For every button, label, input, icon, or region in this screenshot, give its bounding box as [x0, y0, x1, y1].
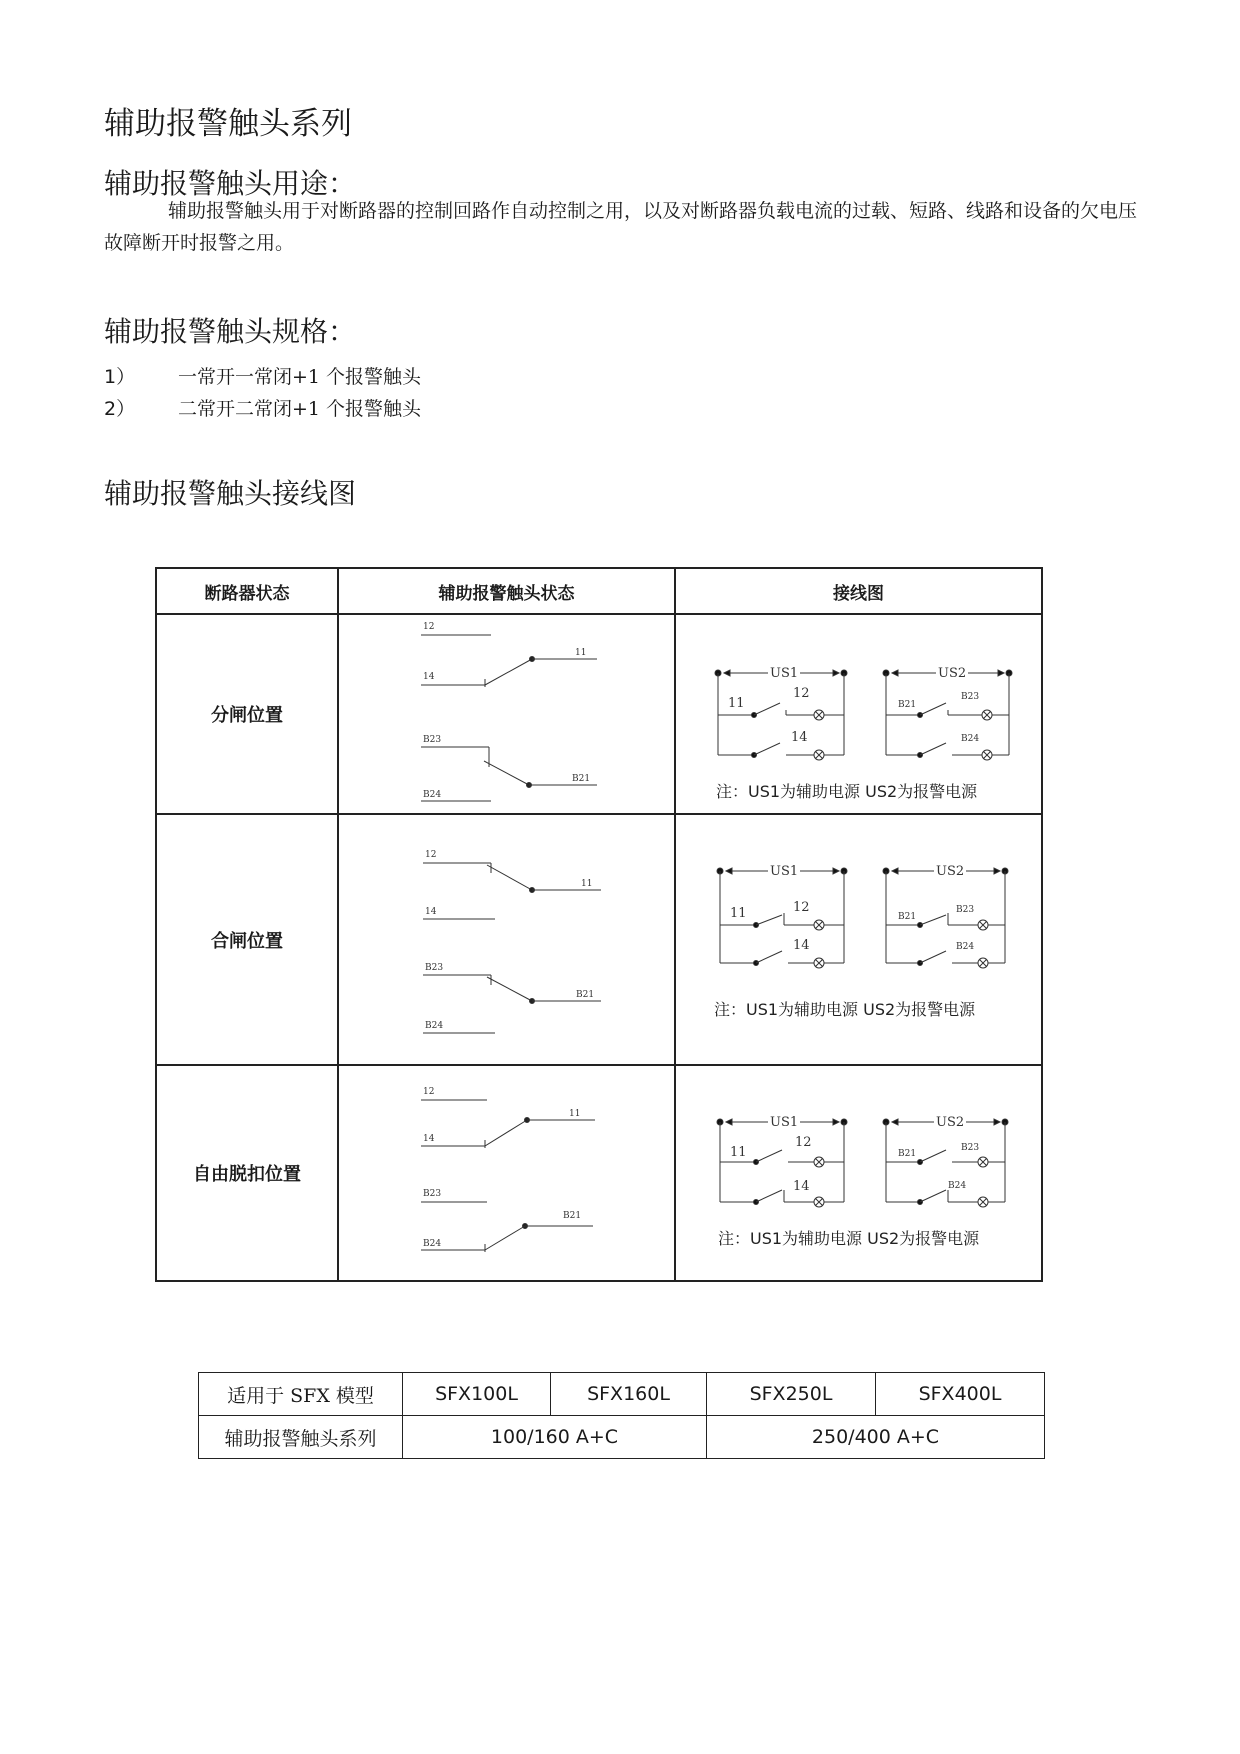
label-12: 12 [423, 1087, 435, 1097]
label-12: 12 [425, 850, 437, 860]
label-11: 11 [581, 879, 593, 889]
label-14: 14 [791, 730, 808, 745]
contact-diagram-closed [338, 814, 675, 1065]
label-b21: B21 [576, 990, 595, 1000]
model-value: 250/400 A+C [707, 1416, 1045, 1459]
label-14: 14 [793, 938, 810, 953]
label-b21: B21 [898, 700, 917, 710]
model-table [198, 1372, 1045, 1459]
label-14: 14 [423, 672, 435, 682]
label-b21: B21 [898, 1149, 917, 1159]
label-us2: US2 [936, 1115, 965, 1130]
label-b24: B24 [961, 734, 980, 744]
label-b23: B23 [961, 1143, 980, 1153]
state-closed: 合闸位置 [156, 814, 338, 1065]
wiring-diagram-tripped [675, 1065, 1042, 1281]
model-name: SFX160L [551, 1373, 707, 1416]
label-11: 11 [730, 1145, 747, 1160]
spec-item [104, 394, 421, 421]
label-b24: B24 [956, 942, 975, 952]
usage-paragraph: 辅助报警触头用于对断路器的控制回路作自动控制之用，以及对断路器负载电流的过载、短路、线路和设备的欠电压故障断开时报警之用。 [104, 200, 1138, 254]
label-b21: B21 [563, 1211, 582, 1221]
label-12: 12 [793, 686, 810, 701]
model-name: SFX400L [876, 1373, 1045, 1416]
wiring-row-tripped [156, 1065, 1042, 1281]
label-b24: B24 [423, 1239, 442, 1249]
spec-item-number: 2） [104, 398, 136, 420]
model-value-row [199, 1416, 1045, 1459]
wiring-table [155, 567, 1043, 1282]
label-b21: B21 [898, 912, 917, 922]
label-b24: B24 [948, 1181, 967, 1191]
header-contact-state: 辅助报警触头状态 [338, 568, 675, 614]
spec-item-number: 1） [104, 366, 136, 388]
model-name: SFX100L [403, 1373, 551, 1416]
header-wiring-diagram: 接线图 [675, 568, 1042, 614]
header-breaker-state: 断路器状态 [156, 568, 338, 614]
model-header-row [199, 1373, 1045, 1416]
wiring-header-row [156, 568, 1042, 614]
label-12: 12 [423, 622, 435, 632]
model-name: SFX250L [707, 1373, 876, 1416]
spec-item [104, 362, 421, 389]
label-11: 11 [730, 906, 747, 921]
model-value: 100/160 A+C [403, 1416, 707, 1459]
label-12: 12 [793, 900, 810, 915]
usage-heading: 辅助报警触头用途： [104, 167, 357, 200]
state-open: 分闸位置 [156, 614, 338, 814]
label-b24: B24 [423, 790, 442, 800]
label-11: 11 [569, 1109, 581, 1119]
label-14: 14 [423, 1134, 435, 1144]
label-14: 14 [425, 907, 437, 917]
page-title: 辅助报警触头系列 [104, 106, 352, 142]
label-b23: B23 [425, 963, 444, 973]
label-b23: B23 [961, 692, 980, 702]
label-us1: US1 [770, 666, 799, 681]
wiring-diagram-open [675, 614, 1042, 814]
label-12: 12 [795, 1135, 812, 1150]
label-b24: B24 [425, 1021, 444, 1031]
wiring-note: 注：US1为辅助电源 US2为报警电源 [718, 1229, 980, 1248]
wiring-heading: 辅助报警触头接线图 [104, 477, 357, 510]
state-tripped: 自由脱扣位置 [156, 1065, 338, 1281]
contact-diagram-open [338, 614, 675, 814]
contact-diagram-tripped [338, 1065, 675, 1281]
wiring-diagram-closed [675, 814, 1042, 1065]
wiring-note: 注：US1为辅助电源 US2为报警电源 [714, 1000, 976, 1019]
label-us1: US1 [770, 1115, 799, 1130]
wiring-row-closed [156, 814, 1042, 1065]
model-row-label: 辅助报警触头系列 [199, 1416, 403, 1459]
model-header-label: 适用于 SFX 模型 [199, 1373, 403, 1416]
label-us2: US2 [936, 864, 965, 879]
wiring-row-open [156, 614, 1042, 814]
wiring-note: 注：US1为辅助电源 US2为报警电源 [716, 782, 978, 801]
spec-item-text: 一常开一常闭+1 个报警触头 [178, 366, 422, 388]
label-us2: US2 [938, 666, 967, 681]
label-b23: B23 [423, 1189, 442, 1199]
spec-item-text: 二常开二常闭+1 个报警触头 [178, 398, 422, 420]
spec-heading: 辅助报警触头规格： [104, 315, 357, 348]
label-b23: B23 [956, 905, 975, 915]
label-us1: US1 [770, 864, 799, 879]
label-11: 11 [575, 648, 587, 658]
label-14: 14 [793, 1179, 810, 1194]
label-b23: B23 [423, 735, 442, 745]
label-11: 11 [728, 696, 745, 711]
label-b21: B21 [572, 774, 591, 784]
